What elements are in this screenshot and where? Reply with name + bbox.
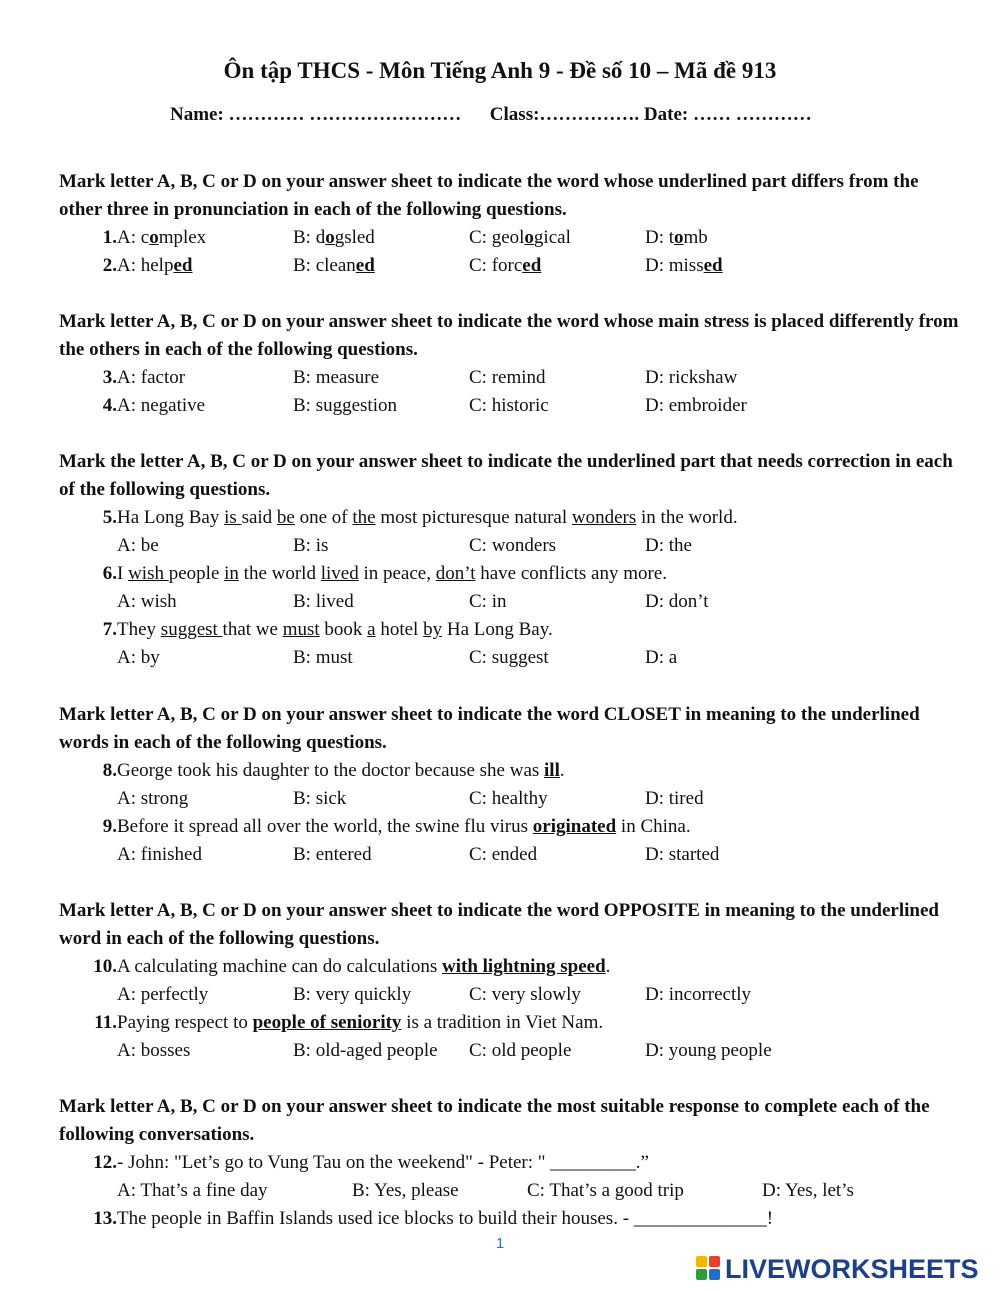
option-a[interactable]: A: wish [117,591,177,612]
brand-name: LIVEWORKSHEETS [725,1253,979,1284]
option-d[interactable]: D: Yes, let’s [762,1180,854,1201]
option-c[interactable]: C: in [469,591,507,612]
question-text: George took his daughter to the doctor because she was ill. [117,760,565,781]
options-row [59,785,959,813]
section-opposite-meaning [59,897,959,1065]
question-1 [59,224,959,252]
question-text: They suggest that we must book a hotel by Ha Long Bay. [117,619,553,640]
question-11 [59,1009,959,1037]
question-number: 13. [93,1208,117,1229]
options-row [59,588,959,616]
option-d[interactable]: D: tired [645,788,704,809]
option-a[interactable]: A: helped [117,255,193,276]
option-b[interactable]: B: very quickly [293,984,412,1005]
question-number: 2. [102,255,117,276]
question-3 [59,364,959,392]
section-pronunciation [59,168,959,280]
option-a[interactable]: A: by [117,647,160,668]
question-2 [59,252,959,280]
option-c[interactable]: C: old people [469,1040,572,1061]
option-a[interactable]: A: factor [117,367,186,388]
option-b[interactable]: B: Yes, please [352,1180,459,1201]
question-number: 6. [102,563,117,584]
option-d[interactable]: D: young people [645,1040,772,1061]
option-d[interactable]: D: rickshaw [645,367,738,388]
question-12 [59,1149,959,1177]
question-text: Ha Long Bay is said be one of the most picturesque natural wonders in the world. [117,507,738,528]
option-c[interactable]: C: geological [469,227,571,248]
option-b[interactable]: B: must [293,647,353,668]
option-d[interactable]: D: started [645,844,720,865]
section-instruction: Mark letter A, B, C or D on your answer sheet to indicate the word whose underlined part differs from the other three in pronunciation in each of the following questions. [59,171,919,220]
page-number: 1 [495,1235,505,1252]
question-number: 5. [102,507,117,528]
option-a[interactable]: A: strong [117,788,189,809]
option-c[interactable]: C: very slowly [469,984,581,1005]
section-instruction: Mark letter A, B, C or D on your answer sheet to indicate the word CLOSET in meaning to the underlined words in each of the following questions. [59,704,920,753]
options-row [59,1037,959,1065]
liveworksheets-logo[interactable] [696,1254,979,1284]
question-text: Paying respect to people of seniority is a tradition in Viet Nam. [117,1012,604,1033]
question-8 [59,757,959,785]
option-a[interactable]: A: negative [117,395,206,416]
question-10 [59,953,959,981]
option-c[interactable]: C: remind [469,367,546,388]
question-number: 4. [102,395,117,416]
option-b[interactable]: B: lived [293,591,354,612]
option-a[interactable]: A: complex [117,227,207,248]
question-9 [59,813,959,841]
option-b[interactable]: B: entered [293,844,372,865]
options-row [59,644,959,672]
section-instruction: Mark letter A, B, C or D on your answer sheet to indicate the word whose main stress is placed differently from the others in each of the following questions. [59,311,959,360]
option-b[interactable]: B: dogsled [293,227,375,248]
options-row [59,981,959,1009]
option-c[interactable]: C: forced [469,255,542,276]
option-c[interactable]: C: healthy [469,788,548,809]
option-d[interactable]: D: don’t [645,591,709,612]
question-text: Before it spread all over the world, the swine flu virus originated in China. [117,816,691,837]
question-number: 9. [102,816,117,837]
option-b[interactable]: B: is [293,535,329,556]
option-d[interactable]: D: incorrectly [645,984,752,1005]
question-6 [59,560,959,588]
page-title: Ôn tập THCS - Môn Tiếng Anh 9 - Đề số 10 – Mã đề 913 [223,58,777,83]
question-number: 11. [94,1012,117,1033]
question-number: 7. [102,619,117,640]
option-a[interactable]: A: perfectly [117,984,209,1005]
section-error-correction [59,448,959,672]
option-c[interactable]: C: ended [469,844,538,865]
section-stress [59,308,959,420]
option-c[interactable]: C: suggest [469,647,549,668]
option-a[interactable]: A: That’s a fine day [117,1180,268,1201]
question-5 [59,504,959,532]
section-instruction: Mark letter A, B, C or D on your answer sheet to indicate the word OPPOSITE in meaning to the underlined word in each of the following questions. [59,900,939,949]
question-text: The people in Baffin Islands used ice blocks to build their houses. - ______________! [117,1208,774,1229]
option-b[interactable]: B: suggestion [293,395,397,416]
question-text: - John: "Let’s go to Vung Tau on the weekend" - Peter: " _________.” [117,1152,649,1173]
option-c[interactable]: C: That’s a good trip [527,1180,684,1201]
option-d[interactable]: D: tomb [645,227,708,248]
option-a[interactable]: A: be [117,535,159,556]
liveworksheets-logo-icon [696,1256,722,1282]
options-row [59,1177,959,1205]
option-b[interactable]: B: cleaned [293,255,375,276]
option-c[interactable]: C: wonders [469,535,557,556]
question-number: 10. [93,956,117,977]
option-b[interactable]: B: sick [293,788,347,809]
option-b[interactable]: B: old-aged people [293,1040,438,1061]
option-c[interactable]: C: historic [469,395,549,416]
options-row [59,532,959,560]
question-number: 3. [102,367,117,388]
option-a[interactable]: A: finished [117,844,202,865]
question-4 [59,392,959,420]
question-13 [59,1205,959,1233]
question-number: 12. [93,1152,117,1173]
question-text: I wish people in the world lived in peace, don’t have conflicts any more. [117,563,668,584]
options-row [59,841,959,869]
section-instruction: Mark letter A, B, C or D on your answer sheet to indicate the most suitable response to complete each of the following conversations. [59,1096,930,1145]
name-class-date-line: Name: ………… …………………… Class:……………. Date: …… ………… [170,104,812,125]
option-d[interactable]: D: a [645,647,678,668]
option-a[interactable]: A: bosses [117,1040,191,1061]
section-conversations [59,1093,959,1233]
option-d[interactable]: D: the [645,535,692,556]
option-d[interactable]: D: embroider [645,395,747,416]
option-b[interactable]: B: measure [293,367,380,388]
question-number: 8. [102,760,117,781]
question-7 [59,616,959,644]
question-text: A calculating machine can do calculations with lightning speed. [117,956,611,977]
section-closest-meaning [59,701,959,869]
question-number: 1. [102,227,117,248]
option-d[interactable]: D: missed [645,255,723,276]
section-instruction: Mark the letter A, B, C or D on your answer sheet to indicate the underlined part that needs correction in each of the following questions. [59,451,953,500]
